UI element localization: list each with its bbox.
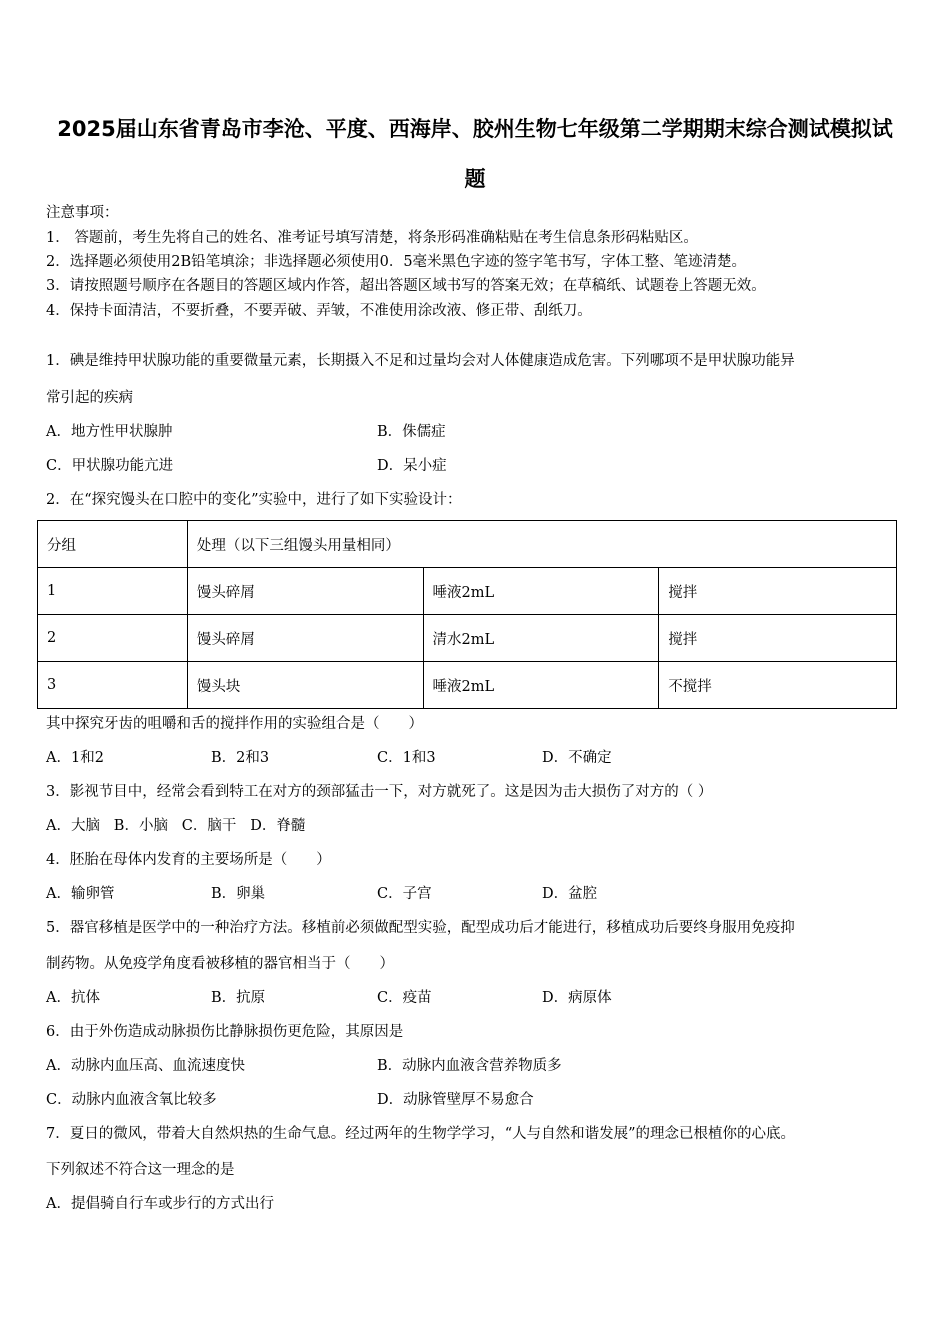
q1-stem: 1．碘是维持甲状腺功能的重要微量元素，长期摄入不足和过量均会对人体健康造成危害。下列哪项不是甲状腺功能异	[46, 353, 795, 369]
notice-item: 4．保持卡面清洁，不要折叠，不要弄破、弄皱，不准使用涂改液、修正带、刮纸刀。	[46, 303, 592, 319]
q2-question: 其中探究牙齿的咀嚼和舌的搅拌作用的实验组合是（ ）	[46, 716, 423, 732]
table-cell: 搅拌	[659, 568, 897, 615]
q4-option-d: D．盆腔	[542, 886, 598, 902]
q4-stem: 4．胚胎在母体内发育的主要场所是（ ）	[46, 852, 331, 868]
table-header-cell: 分组	[38, 521, 188, 568]
q7-stem-cont: 下列叙述不符合这一理念的是	[46, 1162, 235, 1178]
notice-heading: 注意事项：	[46, 205, 119, 221]
table-cell: 1	[38, 568, 188, 615]
q2-option-c: C．1和3	[377, 750, 436, 766]
q6-option-b: B．动脉内血液含营养物质多	[377, 1058, 562, 1074]
table-header-row	[38, 521, 897, 568]
table-cell: 搅拌	[659, 615, 897, 662]
table-cell: 不搅拌	[659, 662, 897, 709]
q5-stem-cont: 制药物。从免疫学角度看被移植的器官相当于（ ）	[46, 956, 394, 972]
table-cell: 3	[38, 662, 188, 709]
q1-option-d: D．呆小症	[377, 458, 447, 474]
q1-option-b: B．侏儒症	[377, 424, 446, 440]
q6-option-c: C．动脉内血液含氧比较多	[46, 1092, 217, 1108]
q1-option-c: C．甲状腺功能亢进	[46, 458, 174, 474]
q5-option-c: C．疫苗	[377, 990, 432, 1006]
q1-stem-cont: 常引起的疾病	[46, 390, 133, 406]
exam-title-line2: 题	[464, 167, 486, 191]
table-cell: 馒头碎屑	[187, 568, 423, 615]
notice-item: 3．请按照题号顺序在各题目的答题区域内作答，超出答题区域书写的答案无效；在草稿纸、试题卷上答题无效。	[46, 278, 766, 294]
q2-stem: 2．在“探究馒头在口腔中的变化”实验中，进行了如下实验设计：	[46, 492, 462, 508]
table-cell: 馒头碎屑	[187, 615, 423, 662]
q6-stem: 6．由于外伤造成动脉损伤比静脉损伤更危险，其原因是	[46, 1024, 404, 1040]
q2-option-a: A．1和2	[46, 750, 104, 766]
table-header-cell: 处理（以下三组馒头用量相同）	[187, 521, 896, 568]
q6-option-d: D．动脉管壁厚不易愈合	[377, 1092, 534, 1108]
q3-stem: 3．影视节目中，经常会看到特工在对方的颈部猛击一下，对方就死了。这是因为击大损伤了对方的（ ）	[46, 784, 713, 800]
q5-stem: 5．器官移植是医学中的一种治疗方法。移植前必须做配型实验，配型成功后才能进行，移植成功后要终身服用免疫抑	[46, 920, 795, 936]
q1-option-a: A．地方性甲状腺肿	[46, 424, 173, 440]
experiment-table	[37, 520, 897, 709]
q5-option-d: D．病原体	[542, 990, 612, 1006]
q7-stem: 7．夏日的微风，带着大自然炽热的生命气息。经过两年的生物学学习，“人与自然和谐发展”的理念已根植你的心底。	[46, 1126, 796, 1142]
table-row	[38, 615, 897, 662]
table-cell: 2	[38, 615, 188, 662]
notice-item: 2．选择题必须使用2B铅笔填涂；非选择题必须使用0．5毫米黑色字迹的签字笔书写，字体工整、笔迹清楚。	[46, 254, 747, 270]
q4-option-a: A．输卵管	[46, 886, 115, 902]
table-cell: 馒头块	[187, 662, 423, 709]
q4-option-b: B．卵巢	[211, 886, 266, 902]
table-cell: 唾液2mL	[423, 662, 659, 709]
notice-item: 1． 答题前，考生先将自己的姓名、准考证号填写清楚，将条形码准确粘贴在考生信息条形码粘贴区。	[46, 230, 698, 246]
q5-option-b: B．抗原	[211, 990, 266, 1006]
q6-option-a: A．动脉内血压高、血流速度快	[46, 1058, 245, 1074]
q5-option-a: A．抗体	[46, 990, 100, 1006]
table-row	[38, 568, 897, 615]
q2-option-d: D．不确定	[542, 750, 612, 766]
exam-title-line1: 2025届山东省青岛市李沧、平度、西海岸、胶州生物七年级第二学期期末综合测试模拟试	[57, 117, 893, 141]
q2-option-b: B．2和3	[211, 750, 270, 766]
q3-options: A．大脑 B．小脑 C．脑干 D．脊髓	[46, 818, 306, 834]
table-cell: 唾液2mL	[423, 568, 659, 615]
table-cell: 清水2mL	[423, 615, 659, 662]
q7-option-a: A．提倡骑自行车或步行的方式出行	[46, 1196, 274, 1212]
table-row	[38, 662, 897, 709]
q4-option-c: C．子宫	[377, 886, 432, 902]
